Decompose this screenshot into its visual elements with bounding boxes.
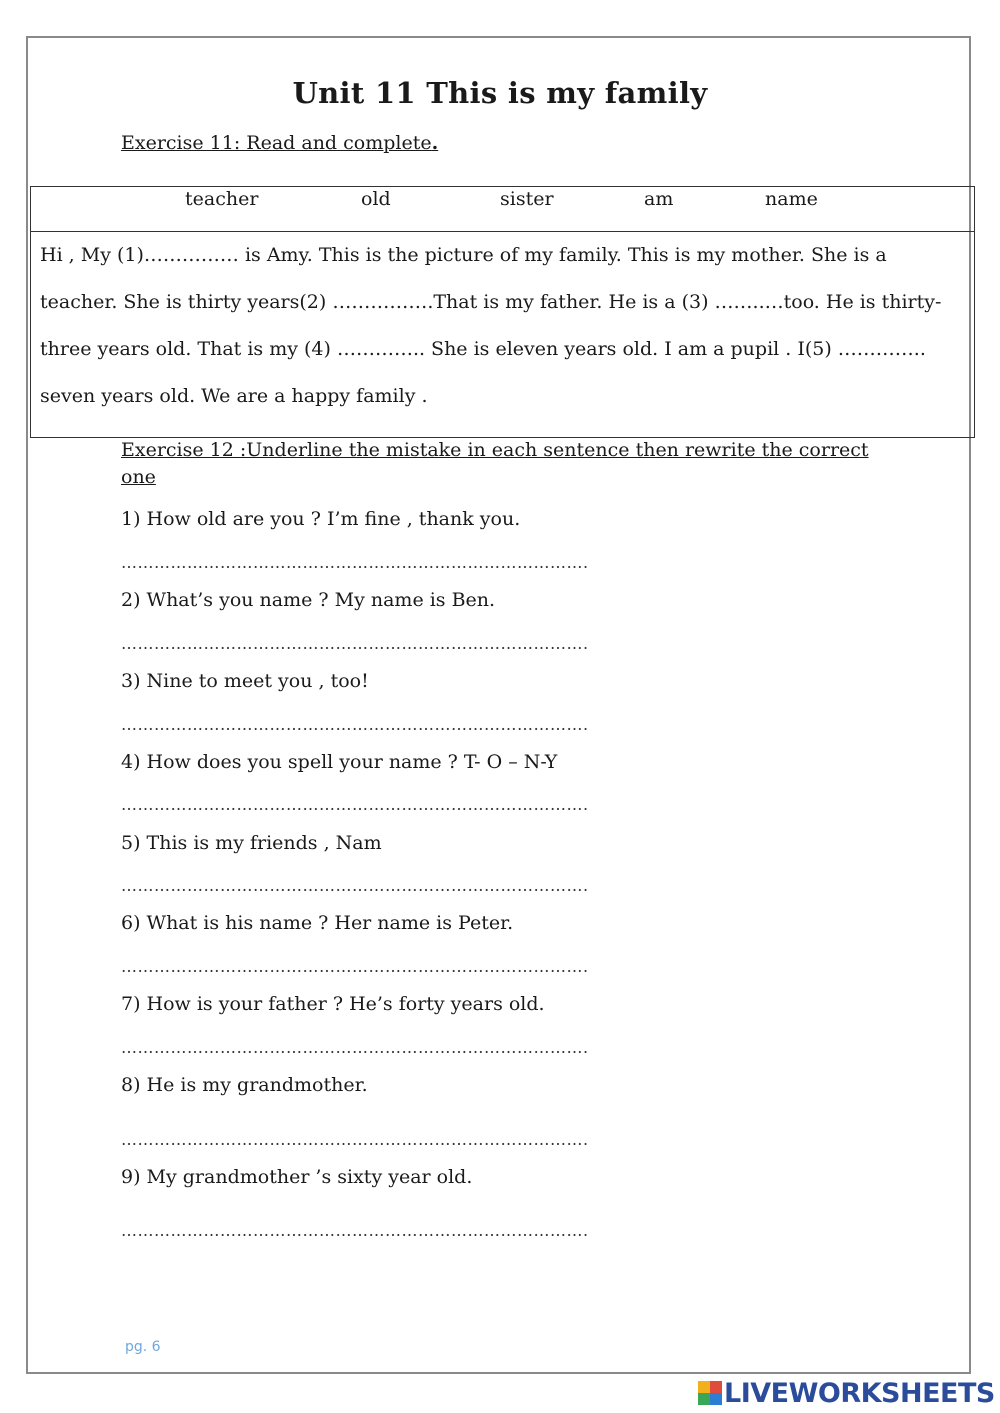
answer-line[interactable]: …………………………………………………………………………. xyxy=(121,715,589,734)
answer-line[interactable]: …………………………………………………………………………. xyxy=(121,1221,589,1240)
question: 8) He is my grandmother. xyxy=(121,1074,368,1096)
exercise-11-heading xyxy=(121,132,438,154)
logo-square xyxy=(710,1393,722,1405)
liveworksheets-logo-icon xyxy=(698,1381,722,1405)
passage-line: teacher. She is thirty years(2) …………….That is my father. He is a (3) ……..…too. He is thirty- xyxy=(40,291,942,313)
question: 7) How is your father ? He’s forty years old. xyxy=(121,993,545,1015)
question: 6) What is his name ? Her name is Peter. xyxy=(121,912,514,934)
question: 4) How does you spell your name ? T- O – N-Y xyxy=(121,751,558,773)
logo-text: LIVEWORKSHEETS xyxy=(724,1377,995,1409)
page-title: Unit 11 This is my family xyxy=(292,76,708,110)
word-bank-item: name xyxy=(765,188,818,210)
passage-line: Hi , My (1)…………… is Amy. This is the picture of my family. This is my mother. She is a xyxy=(40,244,887,266)
answer-line[interactable]: …………………………………………………………………………. xyxy=(121,795,589,814)
question: 1) How old are you ? I’m fine , thank you. xyxy=(121,508,521,530)
liveworksheets-logo[interactable] xyxy=(698,1378,995,1408)
exercise-12-heading-line: one xyxy=(121,466,156,488)
question: 2) What’s you name ? My name is Ben. xyxy=(121,589,496,611)
exercise-12-heading xyxy=(121,437,891,491)
question: 3) Nine to meet you , too! xyxy=(121,670,369,692)
question: 9) My grandmother ’s sixty year old. xyxy=(121,1166,473,1188)
logo-square xyxy=(698,1381,710,1393)
passage xyxy=(40,232,970,420)
answer-line[interactable]: …………………………………………………………………………. xyxy=(121,957,589,976)
answer-line[interactable]: …………………………………………………………………………. xyxy=(121,553,589,572)
exercise-11-box xyxy=(30,186,975,438)
passage-line: three years old. That is my (4) ………….. She is eleven years old. I am a pupil . I(5) ………….. xyxy=(40,338,926,360)
page-number: pg. 6 xyxy=(125,1339,161,1355)
answer-line[interactable]: …………………………………………………………………………. xyxy=(121,634,589,653)
word-bank-item: old xyxy=(361,188,391,210)
exercise-11-heading-dot: . xyxy=(431,132,439,154)
passage-line: seven years old. We are a happy family . xyxy=(40,385,428,407)
answer-line[interactable]: …………………………………………………………………………. xyxy=(121,1038,589,1057)
exercise-11-heading-text: Exercise 11: Read and complete xyxy=(121,132,432,154)
question: 5) This is my friends , Nam xyxy=(121,832,382,854)
word-bank-item: am xyxy=(644,188,674,210)
word-bank-item: sister xyxy=(500,188,554,210)
word-bank xyxy=(31,187,974,232)
answer-line[interactable]: …………………………………………………………………………. xyxy=(121,1130,589,1149)
exercise-12-heading-line: Exercise 12 :Underline the mistake in each sentence then rewrite the correct xyxy=(121,439,869,461)
word-bank-item: teacher xyxy=(185,188,259,210)
logo-square xyxy=(698,1393,710,1405)
logo-square xyxy=(710,1381,722,1393)
answer-line[interactable]: …………………………………………………………………………. xyxy=(121,876,589,895)
